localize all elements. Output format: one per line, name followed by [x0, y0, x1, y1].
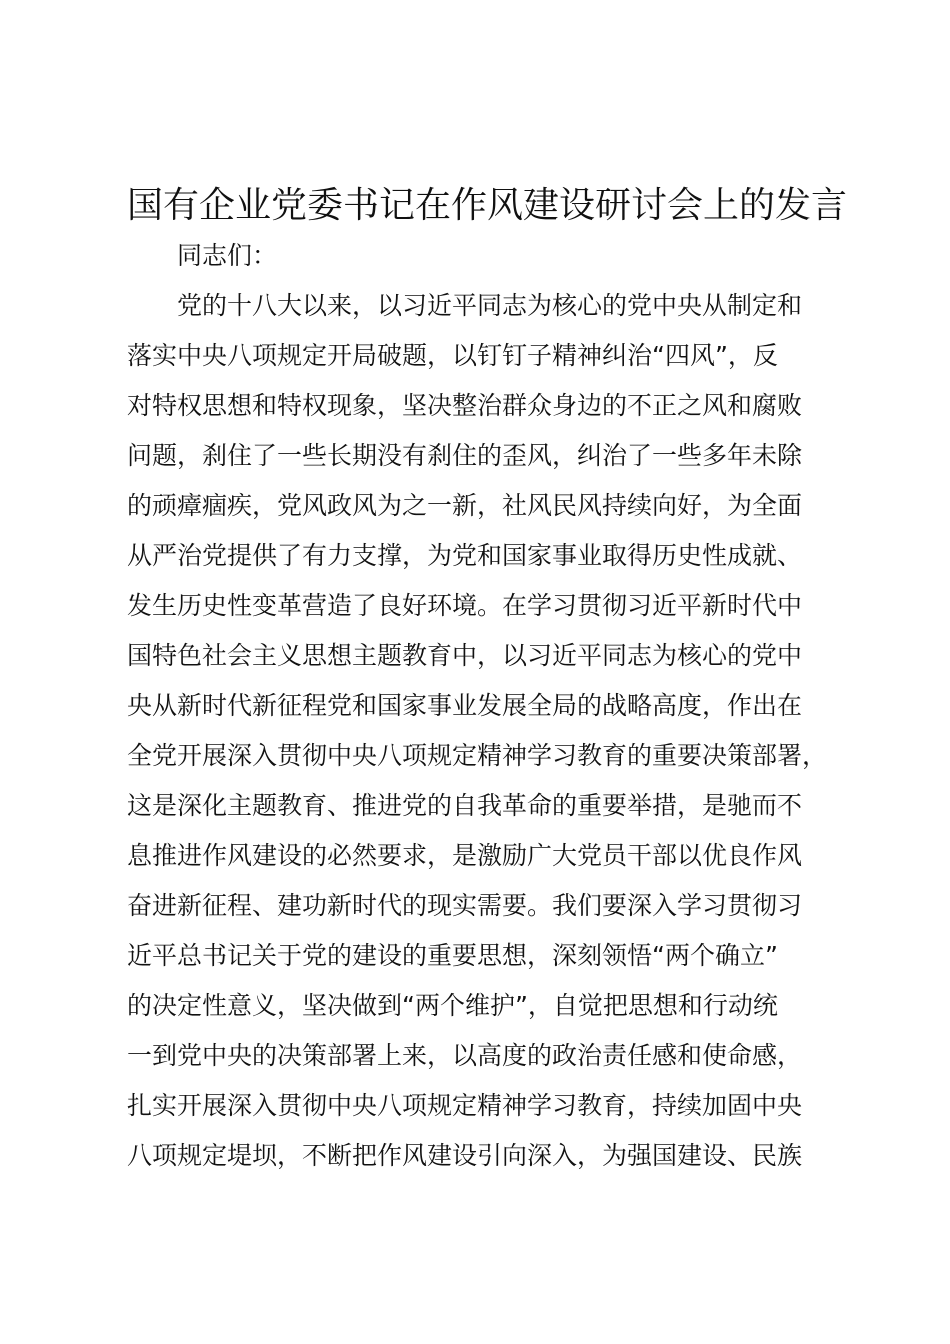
paragraph-line: 的顽瘴痼疾，党风政风为之一新，社风民风持续向好，为全面 — [127, 491, 803, 520]
paragraph-line: 扎实开展深入贯彻中央八项规定精神学习教育，持续加固中央 — [127, 1091, 803, 1120]
paragraph-line: 息推进作风建设的必然要求，是激励广大党员干部以优良作风 — [127, 841, 803, 870]
paragraph-line: 国特色社会主义思想主题教育中，以习近平同志为核心的党中 — [127, 641, 803, 670]
paragraph-line: 奋进新征程、建功新时代的现实需要。我们要深入学习贯彻习 — [127, 891, 803, 920]
paragraph-line: 这是深化主题教育、推进党的自我革命的重要举措，是驰而不 — [127, 791, 803, 820]
paragraph-line: 八项规定堤坝，不断把作风建设引向深入，为强国建设、民族 — [127, 1141, 803, 1170]
paragraph-line: 一到党中央的决策部署上来，以高度的政治责任感和使命感， — [127, 1041, 803, 1070]
paragraph-line: 央从新时代新征程党和国家事业发展全局的战略高度，作出在 — [127, 691, 803, 720]
paragraph-line: 发生历史性变革营造了良好环境。在学习贯彻习近平新时代中 — [127, 591, 803, 620]
paragraph-line: 从严治党提供了有力支撑，为党和国家事业取得历史性成就、 — [127, 541, 803, 570]
document-title: 国有企业党委书记在作风建设研讨会上的发言 — [127, 185, 848, 226]
paragraph-line: 落实中央八项规定开局破题，以钉钉子精神纠治“四风”，反 — [127, 341, 778, 370]
body-paragraph — [127, 283, 867, 1183]
paragraph-line: 对特权思想和特权现象，坚决整治群众身边的不正之风和腐败 — [127, 391, 803, 420]
salutation: 同志们： — [177, 241, 278, 270]
paragraph-line: 问题，刹住了一些长期没有刹住的歪风，纠治了一些多年未除 — [127, 441, 803, 470]
paragraph-line: 党的十八大以来，以习近平同志为核心的党中央从制定和 — [177, 291, 803, 320]
paragraph-line: 全党开展深入贯彻中央八项规定精神学习教育的重要决策部署， — [127, 741, 828, 770]
paragraph-line: 近平总书记关于党的建设的重要思想，深刻领悟“两个确立” — [127, 941, 778, 970]
paragraph-line: 的决定性意义，坚决做到“两个维护”，自觉把思想和行动统 — [127, 991, 778, 1020]
